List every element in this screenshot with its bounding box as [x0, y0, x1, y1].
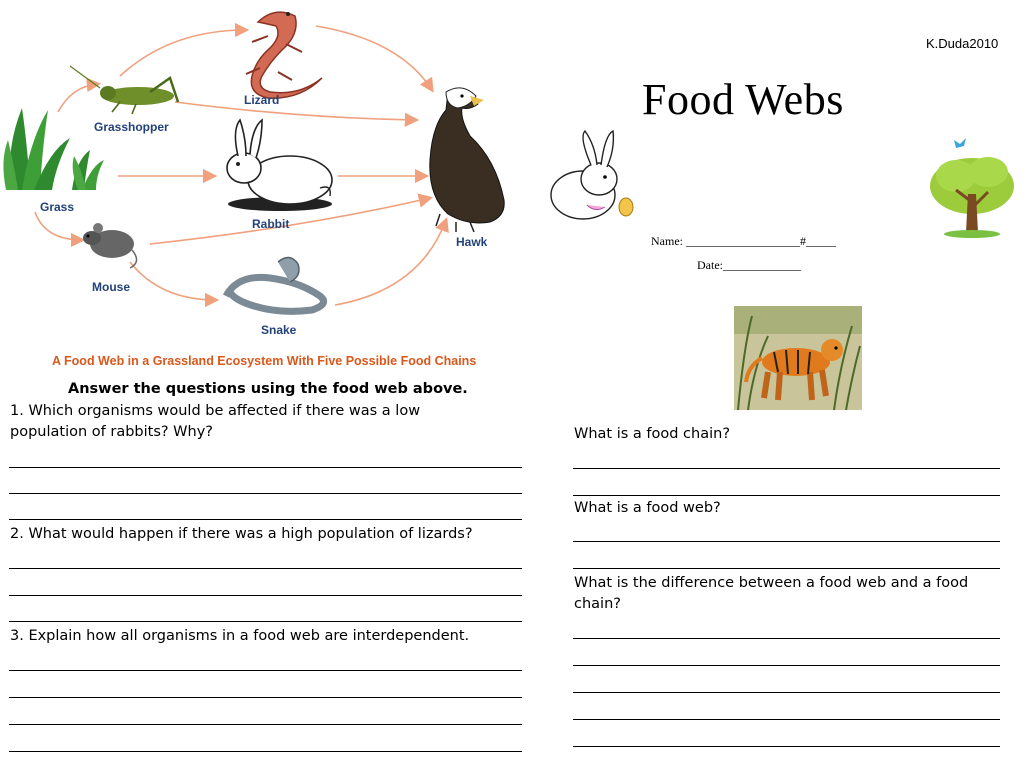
question-3: 3. Explain how all organisms in a food web are interdependent. — [10, 628, 470, 644]
answer-line-food-chain-1[interactable] — [573, 468, 1000, 469]
bunny-clipart — [535, 125, 645, 225]
arrow-lizard-hawk — [316, 26, 432, 90]
label-rabbit: Rabbit — [252, 217, 290, 231]
answer-line-q1-1[interactable] — [9, 467, 522, 468]
hawk-image — [430, 88, 504, 232]
food-web-caption: A Food Web in a Grassland Ecosystem With Five Possible Food Chains — [52, 354, 477, 368]
label-mouse: Mouse — [92, 280, 131, 294]
lizard-image — [246, 12, 322, 98]
arrow-snake-hawk — [335, 220, 446, 305]
date-field[interactable]: Date:_____________ — [697, 258, 801, 272]
label-grass: Grass — [40, 200, 75, 214]
answer-line-q2-3[interactable] — [9, 621, 522, 622]
bird-icon — [954, 138, 966, 148]
snake-image — [226, 257, 324, 311]
grass-image — [3, 108, 104, 190]
label-snake: Snake — [261, 323, 297, 337]
answer-line-difference-1[interactable] — [573, 638, 1000, 639]
label-lizard: Lizard — [244, 93, 280, 107]
tree-clipart — [926, 132, 1018, 242]
arrow-mouse-snake — [130, 262, 216, 300]
answer-line-food-chain-2[interactable] — [573, 495, 1000, 496]
question-1-line-1: 1. Which organisms would be affected if there was a low — [10, 403, 421, 419]
arrow-grass-grasshopper — [58, 84, 98, 112]
answer-line-difference-5[interactable] — [573, 746, 1000, 747]
answer-line-q3-2[interactable] — [9, 697, 522, 698]
author-credit: K.Duda2010 — [926, 36, 999, 51]
page-title: Food Webs — [642, 75, 844, 124]
label-grasshopper: Grasshopper — [94, 120, 169, 134]
tiger-picture — [734, 306, 862, 410]
question-1-line-2: population of rabbits? Why? — [10, 424, 213, 440]
answer-line-q2-1[interactable] — [9, 568, 522, 569]
question-difference-line-1: What is the difference between a food web and a food — [574, 575, 969, 591]
food-web-arrows — [0, 0, 530, 350]
arrow-grass-mouse — [35, 212, 82, 240]
arrow-grasshopper-hawk — [175, 102, 416, 120]
arrow-grasshopper-lizard — [120, 30, 246, 76]
question-2: 2. What would happen if there was a high population of lizards? — [10, 526, 473, 542]
answer-line-difference-4[interactable] — [573, 719, 1000, 720]
question-food-web: What is a food web? — [574, 500, 721, 516]
answer-line-q3-3[interactable] — [9, 724, 522, 725]
rabbit-image — [227, 120, 332, 211]
label-hawk: Hawk — [456, 235, 488, 249]
instructions: Answer the questions using the food web above. — [68, 381, 468, 397]
question-difference-line-2: chain? — [574, 596, 621, 612]
question-food-chain: What is a food chain? — [574, 426, 731, 442]
answer-line-food-web-1[interactable] — [573, 541, 1000, 542]
answer-line-food-web-2[interactable] — [573, 568, 1000, 569]
name-field[interactable]: Name: ___________________#_____ — [651, 234, 836, 248]
answer-line-difference-2[interactable] — [573, 665, 1000, 666]
answer-line-difference-3[interactable] — [573, 692, 1000, 693]
answer-line-q1-3[interactable] — [9, 519, 522, 520]
answer-line-q2-2[interactable] — [9, 595, 522, 596]
mouse-image — [83, 223, 137, 268]
answer-line-q3-4[interactable] — [9, 751, 522, 752]
answer-line-q3-1[interactable] — [9, 670, 522, 671]
answer-line-q1-2[interactable] — [9, 493, 522, 494]
